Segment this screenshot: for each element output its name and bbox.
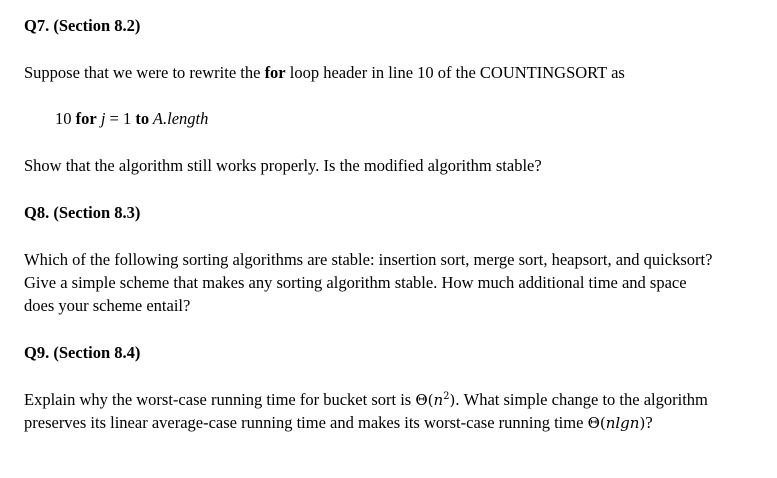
- q7-text-a: Suppose that we were to rewrite the: [24, 63, 265, 82]
- q7-code-line: [55, 109, 208, 129]
- q9-text-d: ?: [645, 413, 653, 432]
- q7-heading: Q7. (Section 8.2): [24, 16, 141, 35]
- q7-for-keyword: for: [264, 63, 286, 82]
- q8-line-2: Give a simple scheme that makes any sorting algorithm stable. How much additional time and space: [24, 273, 687, 292]
- code-line-number: 10: [55, 109, 76, 128]
- q9-text-c: preserves its linear average-case running time and makes its worst-case running time: [24, 413, 588, 432]
- q8-heading: Q8. (Section 8.3): [24, 203, 141, 222]
- code-variable: j: [96, 109, 106, 128]
- code-for-keyword: for: [75, 109, 97, 128]
- q9-text-b: . What simple change to the algorithm: [455, 390, 708, 409]
- q8-line-1: Which of the following sorting algorithms are stable: insertion sort, merge sort, heapsort, and quicksort?: [24, 250, 713, 269]
- code-length: A.length: [149, 109, 209, 128]
- q7-paragraph-1: [24, 63, 625, 83]
- q7-text-b: loop header in line 10 of the COUNTINGSORT as: [285, 63, 625, 82]
- q8-line-3: does your scheme entail?: [24, 296, 191, 315]
- q9-math-theta-n-squared: $\Theta(n^2)$: [415, 391, 456, 409]
- q9-math-theta-nlgn: Θ(nlgn): [587, 414, 646, 432]
- q9-line-2: [24, 413, 653, 433]
- code-equals: = 1: [105, 109, 136, 128]
- q9-line-1: [24, 390, 708, 410]
- q7-paragraph-2: Show that the algorithm still works properly. Is the modified algorithm stable?: [24, 156, 542, 175]
- q9-heading: Q9. (Section 8.4): [24, 343, 141, 362]
- code-to-keyword: to: [135, 109, 150, 128]
- q9-text-a: Explain why the worst-case running time for bucket sort is: [24, 390, 416, 409]
